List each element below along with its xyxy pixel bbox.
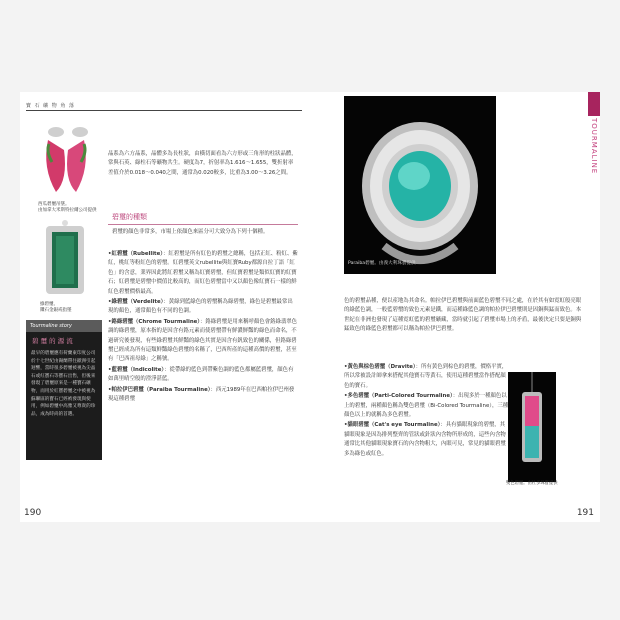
paraiba-ring-photo [344,96,496,274]
tourmaline-types-list [108,250,298,406]
bicolor-pendant-photo [508,372,556,482]
page-number-left: 190 [24,508,42,518]
right-page [308,92,600,522]
list-item: •綠碧璽（Verdelite）：黃綠到藍綠色的碧璽稱為綠碧璽，綠色是碧璽最常出現的顏色，通常顏色有不同的色調。 [108,299,293,315]
list-item: •藍碧璽（Indicolite）：從帶綠的藍色到帶紫色調的藍色都屬藍碧璽，顏色有如萬里晴空般的澄淨湛藍。 [108,366,294,383]
running-header: 寶 石 礦 物 角 落 [26,103,75,109]
photo-caption: Paraiba碧璽。由義大利珠寶提供 [348,261,416,266]
caption-pendant: 西瓜碧璽吊墜。 由加拿大米斯特拉爾公司提供 [38,202,97,213]
intro-paragraph: 晶系為六方晶系，晶體多為長柱狀，由橫切面看為六方形或三角形的柱狀晶體，常與石英、綠柱石等礦物共生。硬度為7，折射率為1.616～1.655，雙折射率差值介於0.018～0.040之間，通常為0.020較多，比重為3.00～3.26之間。 [108,151,297,176]
list-item: •貓眼碧璽（Cat's eye Tourmaline）：具有貓眼現象的碧璽，其貓眼現象是因為排列整齊的管狀或針狀內含物所形成的，這些內含物通常比其他貓眼現象寶石的內含物粗大，內眼可見，常見的貓眼碧璽多為綠色或紅色。 [344,422,506,457]
story-text: 最早的碧璽應有荷蘭東印度公司於十七世紀由錫蘭帶往歐洲引起迴響，當時很多碧璽被視為尖晶石或紅寶石等寶石出售，但後來發現了碧璽原來是一種寶石礦物，而用於紅寶碧璽之中被視為蘇聯區的寶石已經被發現與使用，例如碧璽中高雅又尊貴的珍品，成為時尚的首選。 [31,351,96,417]
story-tab: Tourmaline story [26,320,102,332]
side-color-bar [588,92,600,116]
side-label: TOURMALINE [590,118,598,175]
list-item: •黃色與棕色碧璽（Dravite）：所有黃色到棕色的碧璽，價格平實，所以常被設計師拿來搭配其他寶石等黃石，使用這種碧璽當作搭配顏色的寶石。 [344,364,508,389]
section-intro: 碧璽的顏色非常多，市場上依顏色來區分可大致分為下列十個種。 [112,229,269,235]
list-item: •紅碧璽（Rubellite）：紅碧璽是所有紅色的碧璽之總稱，包括正紅、粉紅、紫紅，桃紅等粉紅色的碧璽。紅碧璽英文rubellite與紅寶Ruby都源自拉丁語「紅色」的含意，業界因此將紅碧璽又稱為紅寶碧璽，但紅寶碧璽是類似紅寶的紅寶石；紅碧璽是碧璽中價值比較高的，而紅色碧璽當中又以顏色像紅寶石一樣的鮮紅色碧璽價格最高。 [108,251,298,295]
list-item: •多色碧璽（Parti-Colored Tourmaline）：出現多於一種顏色以上的碧璽，兩種顏色稱為雙色碧璽（Bi-Colored Tourmaline），三種顏色以上的就稱為多色碧璽。 [344,393,509,419]
page-number-right: 191 [576,508,594,518]
paraiba-continuation: 色的碧璽品種，便以產地為其命名。帕拉伊巴碧璽與前面藍色碧璽不同之處，在於其有如霓虹般亮眼的綠藍色調，一般藍碧璽的致色元素是鐵，而這種綠藍色調的帕拉伊巴碧璽則是因銅與錳而致色。本世紀在非洲也發現了這種霓虹藍的碧璽礦藏，當時就引起了碧璽市場上的矛盾，最後決定只要是銅與錳致色的綠藍色碧璽都可以稱為帕拉伊巴碧璽。 [344,298,582,333]
story-title: 碧 璽 的 源 流 [32,337,73,345]
tourmaline-types-list-continued [344,363,510,460]
story-box [26,320,102,460]
ring-image [38,220,92,300]
section-rule [108,224,298,225]
list-item: •帕拉伊巴碧璽（Paraiba Tourmaline）：西元1989年在巴西帕拉伊巴州發現這種碧璽 [108,386,295,403]
section-title: 碧璽的種類 [112,213,147,221]
header-rule [26,110,302,111]
caption-ring: 綠碧璽、 鑽石金銀戒指墜 [40,302,72,313]
small-photo-caption: 雙色碧璽。由杜多珠寶提供 [506,481,558,486]
list-item: •鉻綠碧璽（Chrome Tourmaline）：鉻綠碧璽是用來稱呼顏色會鉻綠翡翠色調的綠碧璽，原本指的是因含有鉻元素而使碧璽帶有鮮濃鮮豔的綠色而命名，不過研究後發現，有些綠碧璽其鮮豔的綠色其實是因含有釩致色的關係，但鉻綠碧璽已經成為所有這類鮮豔綠色碧璽的名稱了，巴西所產的這種高價的碧璽，甚至有「巴西祖母綠」之稱號。 [108,318,298,363]
pendant-image [34,122,100,202]
left-page [20,92,309,522]
